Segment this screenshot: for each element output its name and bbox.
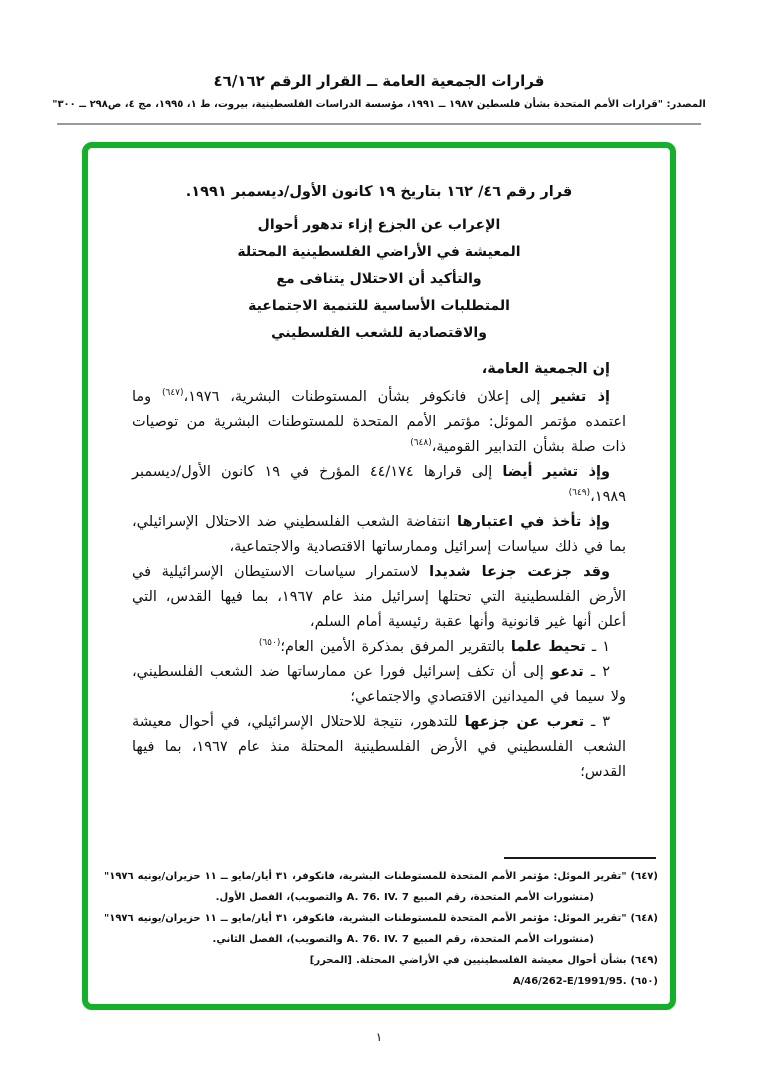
footnote-ref: (٦٤٩) (568, 488, 591, 499)
body-paragraph (132, 660, 626, 710)
text-segment: ٣ ـ (584, 714, 611, 730)
body-paragraph (132, 710, 626, 785)
text-segment: تعرب عن جزعها (464, 714, 585, 730)
text-segment: للتدهور، نتيجة للاحتلال الإسرائيلي، في أحوال معيشة الشعب الفلسطيني في الأرض الفلسطينية المحتلة منذ عام ١٩٦٧، بما فيها القدس؛ (132, 714, 626, 780)
footnote (104, 908, 658, 950)
source-citation: المصدر: "قرارات الأمم المتحدة بشأن فلسطين ١٩٨٧ ــ ١٩٩١، مؤسسة الدراسات الفلسطينية، بيروت، ط ١، ١٩٩٥، مج ٤، ص٢٩٨ ــ ٣٠٠" (52, 99, 706, 110)
footnote-ref: (٦٥٠) (258, 638, 281, 649)
footnote (104, 971, 658, 992)
text-segment: وإذ تأخذ في اعتبارها (457, 514, 610, 530)
text-segment: وما اعتمده مؤتمر الموئل: مؤتمر الأمم المتحدة للمستوطنات البشرية من توصيات ذات صلة بشأن التدابير القومية، (132, 389, 626, 455)
resolution-title: قرار رقم ٤٦/ ١٦٢ بتاريخ ١٩ كانون الأول/ديسمبر ١٩٩١. (185, 184, 573, 200)
resolution-content (88, 184, 670, 785)
subject-line: والاقتصادية للشعب الفلسطيني (271, 325, 487, 341)
text-segment: (٦٤٩) بشأن أحوال معيشة الفلسطينيين في الأراضي المحتلة. [المحرر] (309, 955, 658, 966)
text-segment: (٦٥٠) (626, 976, 658, 987)
body-paragraph (132, 460, 626, 510)
subject-line: الإعراب عن الجزع إزاء تدهور أحوال (257, 217, 501, 233)
text-segment: (٦٤٨) "تقرير الموئل: مؤتمر الأمم المتحدة للمستوطنات البشرية، فانكوفر، ٣١ أيار/مايو ــ ١١ حزيران/يونيه ١٩٧٦" (منشورات الأمم المتحدة، رقم المبيع (104, 913, 658, 945)
text-segment: A. 76. IV. 7 (346, 934, 409, 945)
footnote-ref: (٦٤٨) (410, 438, 432, 449)
body-paragraph (132, 510, 626, 560)
footnote (104, 866, 658, 908)
page-title: قرارات الجمعية العامة ــ القرار الرقم ٤٦/١٦٢ (213, 72, 545, 90)
text-segment: (٦٤٧) "تقرير الموئل: مؤتمر الأمم المتحدة للمستوطنات البشرية، فانكوفر، ٣١ أيار/مايو ــ ١١ حزيران/يونيه ١٩٧٦" (منشورات الأمم المتحدة، رقم المبيع (104, 871, 658, 903)
resolution-opening: إن الجمعية العامة، (481, 361, 610, 377)
footnote-separator (504, 857, 656, 859)
resolution-body (132, 385, 626, 785)
text-segment: وقد جزعت جزعا شديدا (429, 564, 610, 580)
text-segment: بالتقرير المرفق بمذكرة الأمين العام؛ (280, 639, 511, 655)
text-segment: والتصويب)، الفصل الثاني. (212, 934, 347, 945)
text-segment: ٢ ـ (583, 664, 610, 680)
header-rule (57, 123, 701, 125)
text-segment: والتصويب)، الفصل الأول. (215, 892, 347, 903)
text-segment: انتفاضة الشعب الفلسطيني ضد الاحتلال الإسرائيلي، بما في ذلك سياسات إسرائيل وممارساتها الاقتصادية والاجتماعية، (132, 514, 626, 555)
text-segment: تدعو (550, 664, 584, 680)
body-paragraph (132, 385, 626, 460)
footnote-area (104, 857, 658, 992)
subject-line: المعيشة في الأراضي الفلسطينية المحتلة (237, 244, 521, 260)
body-paragraph (132, 635, 626, 660)
subject-line: والتأكيد أن الاحتلال يتنافى مع (276, 271, 482, 287)
running-header (0, 0, 758, 125)
text-segment: إذ تشير (551, 389, 611, 405)
page-number: ١ (375, 1030, 383, 1044)
subject-line: المتطلبات الأساسية للتنمية الاجتماعية (248, 298, 510, 314)
text-segment: إلى إعلان فانكوفر بشأن المستوطنات البشرية، ١٩٧٦، (183, 389, 552, 405)
text-segment: A. 76. IV. 7 (346, 892, 409, 903)
text-segment: لاستمرار سياسات الاستيطان الإسرائيلية في الأرض الفلسطينية التي تحتلها إسرائيل منذ عام ١٩٦٧، بما فيها القدس، التي أعلن أنها غير قانونية وأنها عقبة رئيسية أمام السلم، (132, 564, 626, 630)
text-segment: A/46/262-E/1991/95. (512, 976, 627, 987)
text-segment: إلى أن تكف إسرائيل فورا عن ممارساتها ضد الشعب الفلسطيني، ولا سيما في الميدانين الاقتصادي والاجتماعي؛ (132, 664, 626, 705)
text-segment: تحيط علما (510, 639, 586, 655)
footnote-list (104, 866, 658, 992)
resolution-green-box (82, 142, 676, 1010)
text-segment: ١ ـ (585, 639, 610, 655)
text-segment: وإذ تشير أيضا (502, 464, 611, 480)
footnote (104, 950, 658, 971)
resolution-subject (132, 212, 626, 347)
footnote-ref: (٦٤٧) (162, 388, 184, 399)
body-paragraph (132, 560, 626, 635)
text-segment: إلى قرارها ٤٤/١٧٤ المؤرخ في ١٩ كانون الأول/ديسمبر ١٩٨٩، (132, 464, 626, 505)
